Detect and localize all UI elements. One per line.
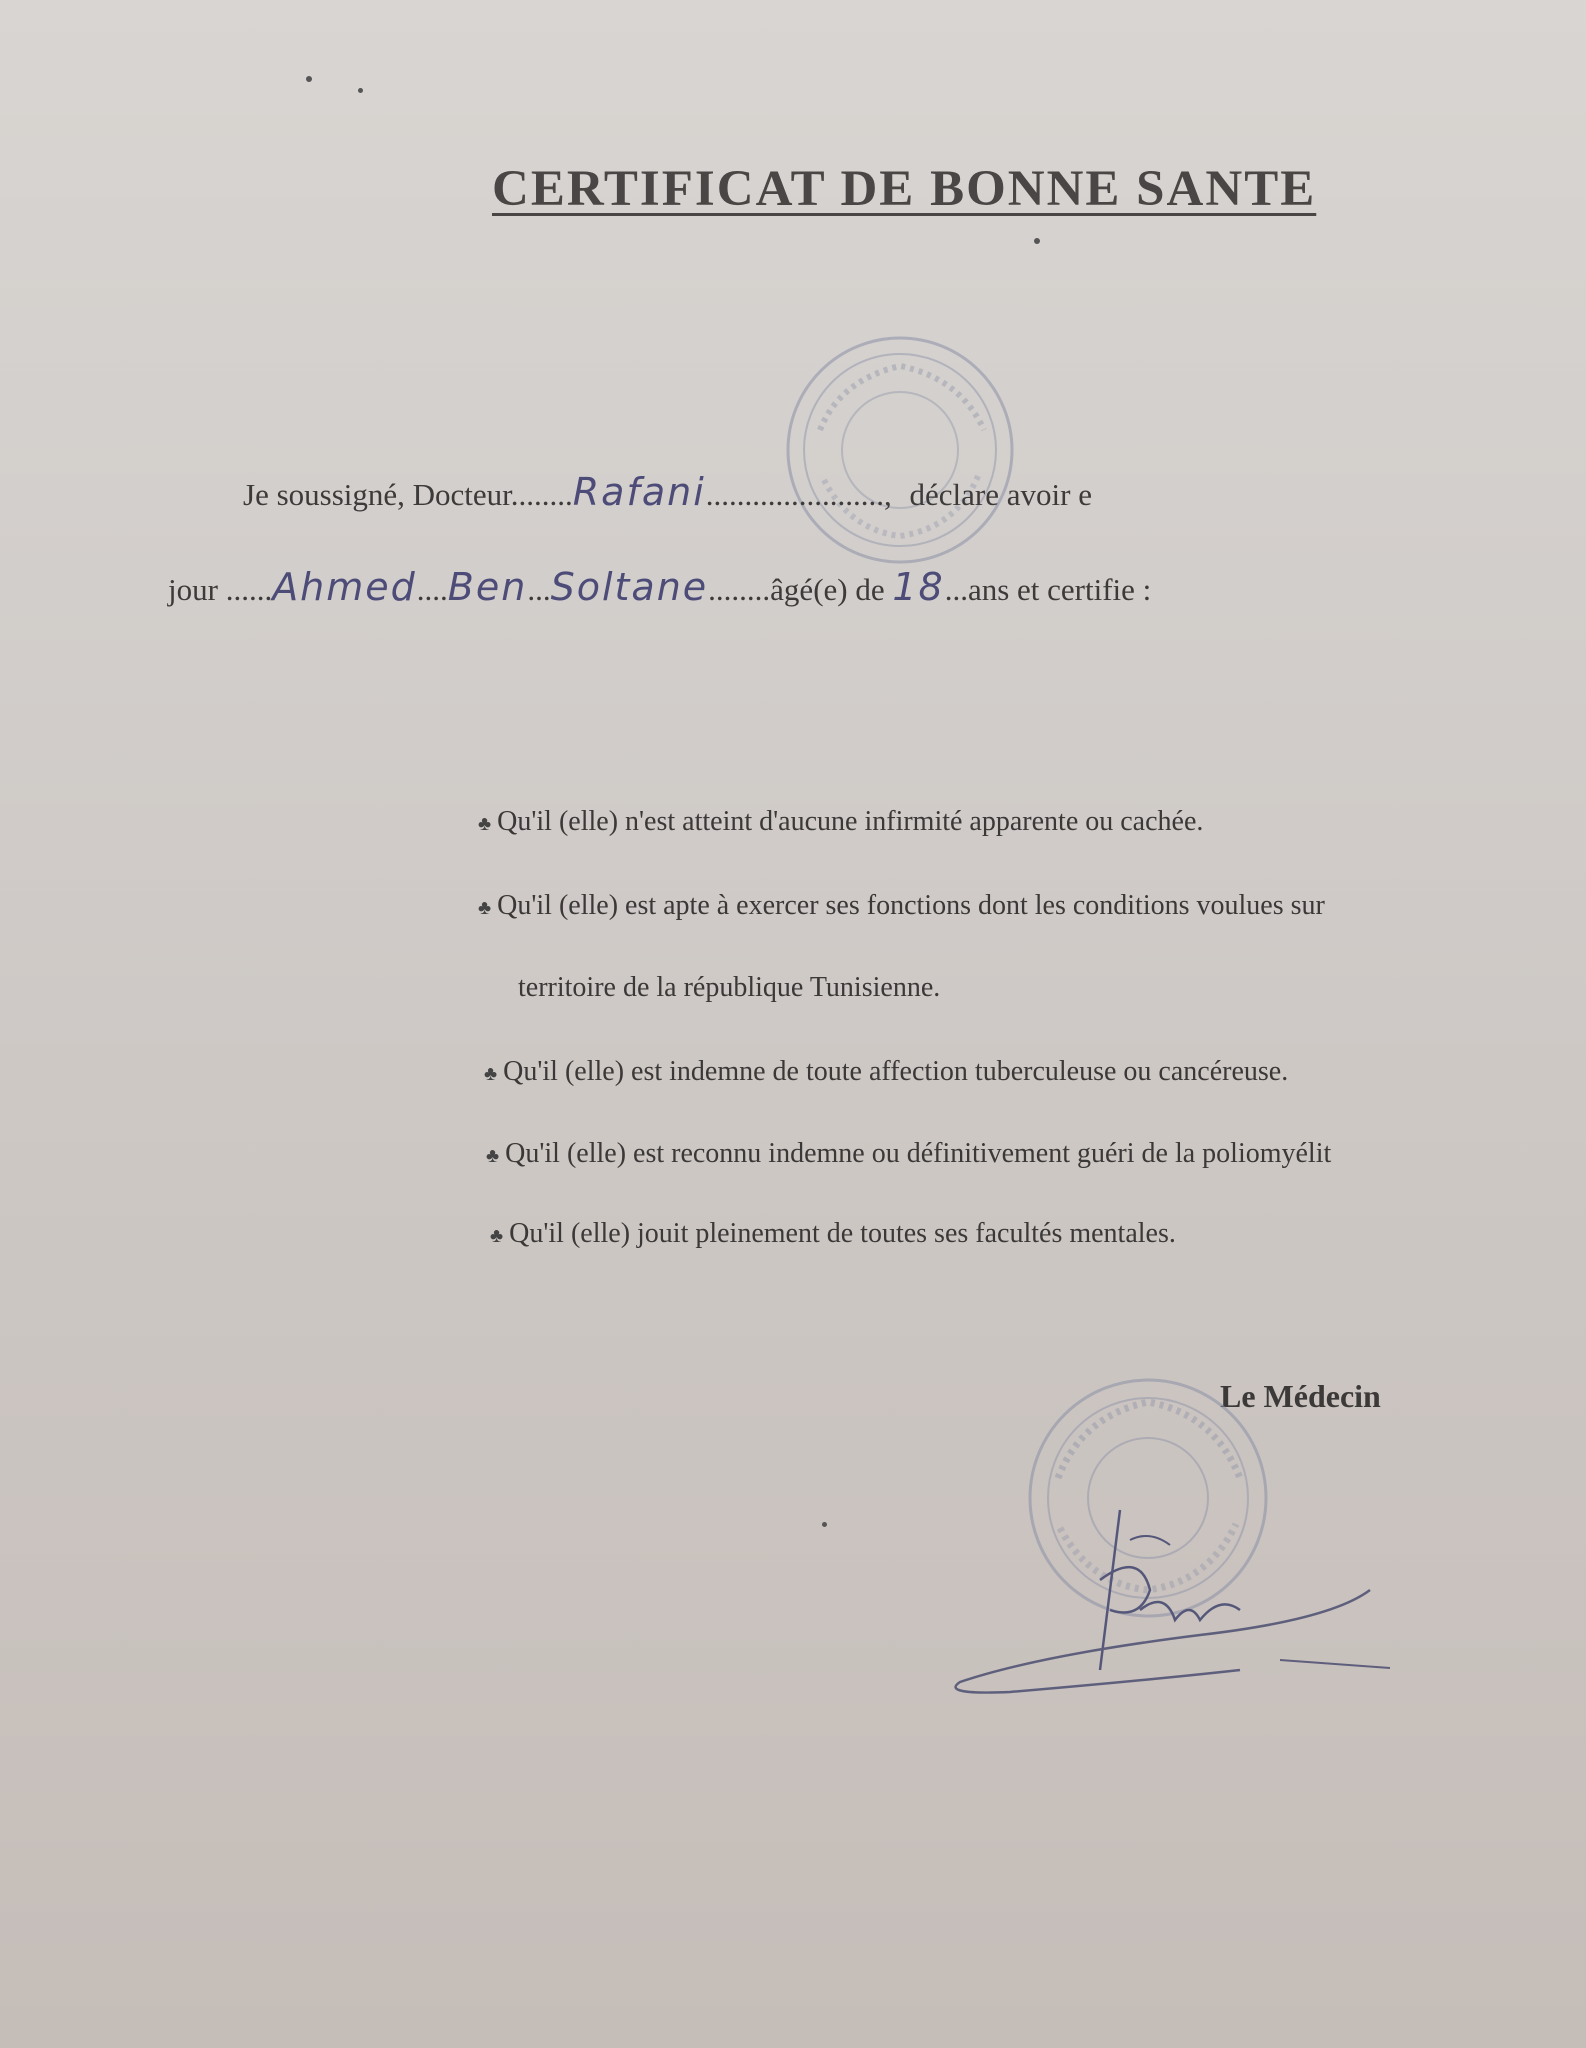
list-item-continuation xyxy=(518,972,940,1004)
list-item-text: Qu'il (elle) est reconnu indemne ou définitivement guéri de la poliomyélit xyxy=(505,1138,1332,1169)
paper-speck xyxy=(1034,238,1040,244)
dotted-fill: ......................., xyxy=(705,477,892,512)
dotted-fill: .... xyxy=(416,572,448,607)
list-item xyxy=(478,806,1203,838)
club-bullet-icon: ♣ xyxy=(478,813,492,835)
dotted-fill: ........ xyxy=(510,477,573,512)
paper-speck xyxy=(358,88,363,93)
club-bullet-icon: ♣ xyxy=(478,897,492,919)
dotted-fill: ... xyxy=(527,572,551,607)
dotted-fill: ........ xyxy=(708,572,771,607)
club-bullet-icon: ♣ xyxy=(490,1225,504,1247)
document-title: CERTIFICAT DE BONNE SANTE xyxy=(492,161,1317,217)
age-suffix: ...ans et certifie : xyxy=(944,572,1152,607)
dotted-fill: ...... xyxy=(225,572,273,607)
age-prefix: âgé(e) de xyxy=(770,572,885,607)
list-item xyxy=(490,1218,1176,1250)
signature-icon xyxy=(950,1470,1420,1710)
paper-speck xyxy=(306,76,312,82)
list-item-text: Qu'il (elle) est indemne de toute affection tuberculeuse ou cancéreuse. xyxy=(503,1056,1289,1087)
declaration-suffix: déclare avoir e xyxy=(909,477,1092,512)
signatory-label: Le Médecin xyxy=(1220,1378,1381,1414)
list-item-text: Qu'il (elle) n'est atteint d'aucune infirmité apparente ou cachée. xyxy=(497,806,1204,837)
list-item-text: Qu'il (elle) jouit pleinement de toutes ses facultés mentales. xyxy=(509,1218,1176,1249)
list-item xyxy=(484,1056,1288,1088)
official-stamp-icon xyxy=(780,330,1020,570)
handwritten-patient-first-name: Ahmed xyxy=(272,565,417,609)
list-item-text: territoire de la république Tunisienne. xyxy=(518,972,941,1003)
list-item xyxy=(478,890,1325,922)
jour-label: jour xyxy=(168,572,218,607)
handwritten-patient-last-name-2: Soltane xyxy=(550,565,709,609)
list-item xyxy=(486,1138,1331,1170)
club-bullet-icon: ♣ xyxy=(486,1145,500,1167)
handwritten-age: 18 xyxy=(892,565,945,609)
declaration-prefix: Je soussigné, Docteur xyxy=(243,477,511,512)
club-bullet-icon: ♣ xyxy=(484,1063,498,1085)
handwritten-doctor-name: Rafani xyxy=(572,470,706,514)
declaration-line-1 xyxy=(243,470,1092,514)
declaration-line-2 xyxy=(168,565,1151,609)
handwritten-patient-last-name-1: Ben xyxy=(447,565,528,609)
list-item-text: Qu'il (elle) est apte à exercer ses fonctions dont les conditions voulues sur xyxy=(497,890,1325,921)
paper-speck xyxy=(822,1522,827,1527)
